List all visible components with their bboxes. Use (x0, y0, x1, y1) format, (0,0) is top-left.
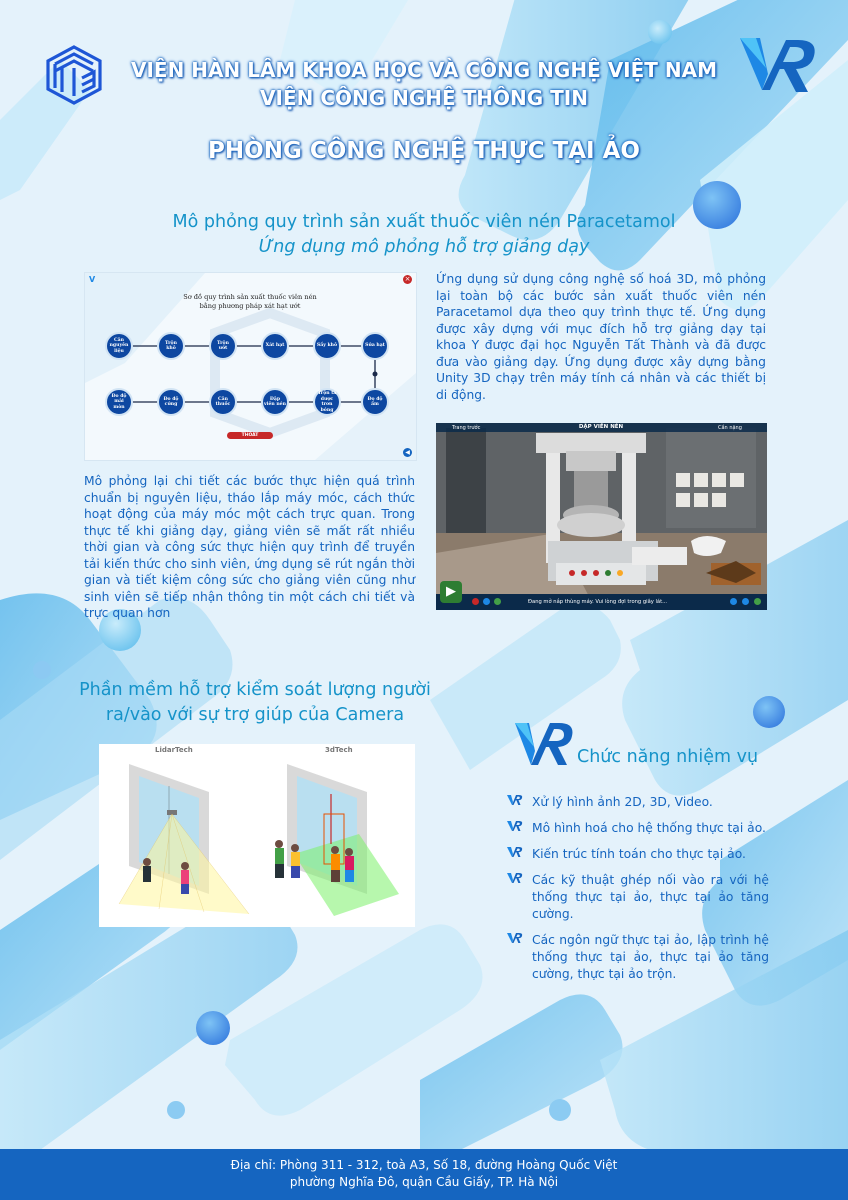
stop-icon[interactable] (472, 598, 479, 605)
info-icon[interactable] (483, 598, 490, 605)
entrance-scene (99, 744, 415, 927)
3dtech-label: 3dTech (325, 746, 353, 754)
press-machine-scene (436, 423, 767, 610)
address-line1: Địa chỉ: Phòng 311 - 312, toà A3, Số 18, đường Hoàng Quốc Việt (230, 1158, 618, 1172)
vr-bullet-icon (507, 872, 523, 884)
institute-subtitle: VIỆN CÔNG NGHỆ THÔNG TIN (260, 86, 588, 110)
function-item (507, 846, 769, 863)
section1-description: Ứng dụng sử dụng công nghệ số hoá 3D, mô phỏng lại toàn bộ các bước sản xuất thuốc viên nén Paracetamol dựa theo quy trình thực tế. Ứng dụng được xây dựng với mục đích hỗ trợ giảng dạy tại khoa Y được đại học Nguyễn Tất Thành và đã được đưa vào giảng dạy. Ứng dụng được xây dựng bằng Unity 3D chạy trên máy tính cá nhân và các thiết bị di động. (436, 272, 766, 402)
section1-title-line1: Mô phỏng quy trình sản xuất thuốc viên nén Paracetamol (172, 212, 676, 232)
flow-node[interactable]: Đo độ mài mòn (105, 388, 133, 416)
play-icon[interactable]: ▶ (440, 581, 462, 603)
function-item (507, 872, 769, 923)
function-item-text: Xử lý hình ảnh 2D, 3D, Video. (532, 795, 713, 809)
vr-bullet-icon (507, 846, 523, 858)
home-icon[interactable] (754, 598, 761, 605)
section1-title-line2: Ứng dụng mô phỏng hỗ trợ giảng dạy (258, 237, 590, 257)
flow-node[interactable]: Trộn tá dược trơn bóng (313, 388, 341, 416)
function-item-text: Các kỹ thuật ghép nối vào ra với hệ thống thực tại ảo, thực tại ảo tăng cường. (532, 873, 769, 921)
flowchart-screenshot (84, 272, 417, 461)
flow-node[interactable]: Đo độ ẩm (361, 388, 389, 416)
section2-title-line2: ra/vào với sự trợ giúp của Camera (105, 705, 405, 725)
close-icon[interactable]: × (404, 275, 411, 283)
next-icon[interactable] (742, 598, 749, 605)
settings-icon[interactable] (494, 598, 501, 605)
lab-title: PHÒNG CÔNG NGHỆ THỰC TẠI ẢO (208, 138, 640, 164)
flowchart-title-line2: bằng phương pháp xát hạt ướt (199, 302, 301, 310)
flow-node[interactable]: Trộn khô (157, 332, 185, 360)
function-item (507, 932, 769, 983)
vr-logo-icon (738, 34, 820, 98)
flow-node[interactable]: Xát hạt (261, 332, 289, 360)
camera-illustration (99, 744, 415, 927)
institute-title: VIỆN HÀN LÂM KHOA HỌC VÀ CÔNG NGHỆ VIỆT NAM (131, 58, 717, 82)
flow-node[interactable]: Sấy khô (313, 332, 341, 360)
exit-button[interactable]: THOÁT (241, 433, 259, 438)
status-bar: Đang mở nắp thùng máy. Vui lòng đợi trong giây lát... (528, 599, 668, 605)
function-item-text: Kiến trúc tính toán cho thực tại ảo. (532, 847, 746, 861)
section1-title (100, 210, 748, 260)
function-item-text: Mô hình hoá cho hệ thống thực tại ảo. (532, 821, 766, 835)
back-button[interactable]: Trang trước (452, 425, 481, 431)
flow-node[interactable]: Trộn ướt (209, 332, 237, 360)
address-line2: phường Nghĩa Đô, quận Cầu Giấy, TP. Hà Nội (289, 1175, 559, 1189)
vr-mini-icon: V (89, 275, 96, 284)
flow-node[interactable]: Sửa hạt (361, 332, 389, 360)
flowchart-title (165, 293, 335, 311)
tablet-press-screenshot (436, 423, 767, 610)
section2-title (70, 678, 440, 728)
tools-button[interactable]: Cần nặng (718, 425, 742, 431)
flowchart-title-line1: Sơ đồ quy trình sản xuất thuốc viên nén (183, 293, 317, 301)
functions-title: Chức năng nhiệm vụ (577, 747, 759, 767)
function-item (507, 820, 769, 837)
footer-address (0, 1149, 848, 1200)
flow-node[interactable]: Cân nguyên liệu (105, 332, 133, 360)
vr-bullet-icon (507, 932, 523, 944)
previous-icon[interactable] (730, 598, 737, 605)
vr-bullet-icon (507, 820, 523, 832)
vr-bullet-icon (507, 794, 523, 806)
flow-node[interactable]: Đo độ cứng (157, 388, 185, 416)
app-title: DẬP VIÊN NÉN (578, 424, 624, 430)
function-item-text: Các ngôn ngữ thực tại ảo, lập trình hệ thống thực tại ảo, thực tại ảo tăng cường, thực tại ảo trộn. (532, 933, 769, 981)
vr-logo-small-icon (513, 719, 577, 771)
flow-node[interactable]: Cân thuốc (209, 388, 237, 416)
function-item (507, 794, 769, 811)
lidartech-label: LidarTech (155, 746, 193, 754)
section2-title-line1: Phần mềm hỗ trợ kiểm soát lượng người (79, 680, 431, 700)
cube-logo-icon (44, 44, 104, 106)
back-arrow-icon[interactable]: ◀ (403, 448, 412, 457)
section1-details: Mô phỏng lại chi tiết các bước thực hiện quá trình chuẩn bị nguyên liệu, tháo lắp máy móc, cách thức hoạt động của máy móc một cách trực quan. Trong thực tế khi giảng dạy, giảng viên sẽ mất rất nhiều thời gian và công sức thực hiện quy trình để truyền tải kiến thức cho sinh viên, ứng dụng sẽ rút ngắn thời gian và tiết kiệm công sức cho giảng viên cũng như sinh viên sẽ tiếp nhận thông tin một cách chi tiết và trực quan hơn (84, 474, 415, 620)
flow-node[interactable]: Đập viên nén (261, 388, 289, 416)
